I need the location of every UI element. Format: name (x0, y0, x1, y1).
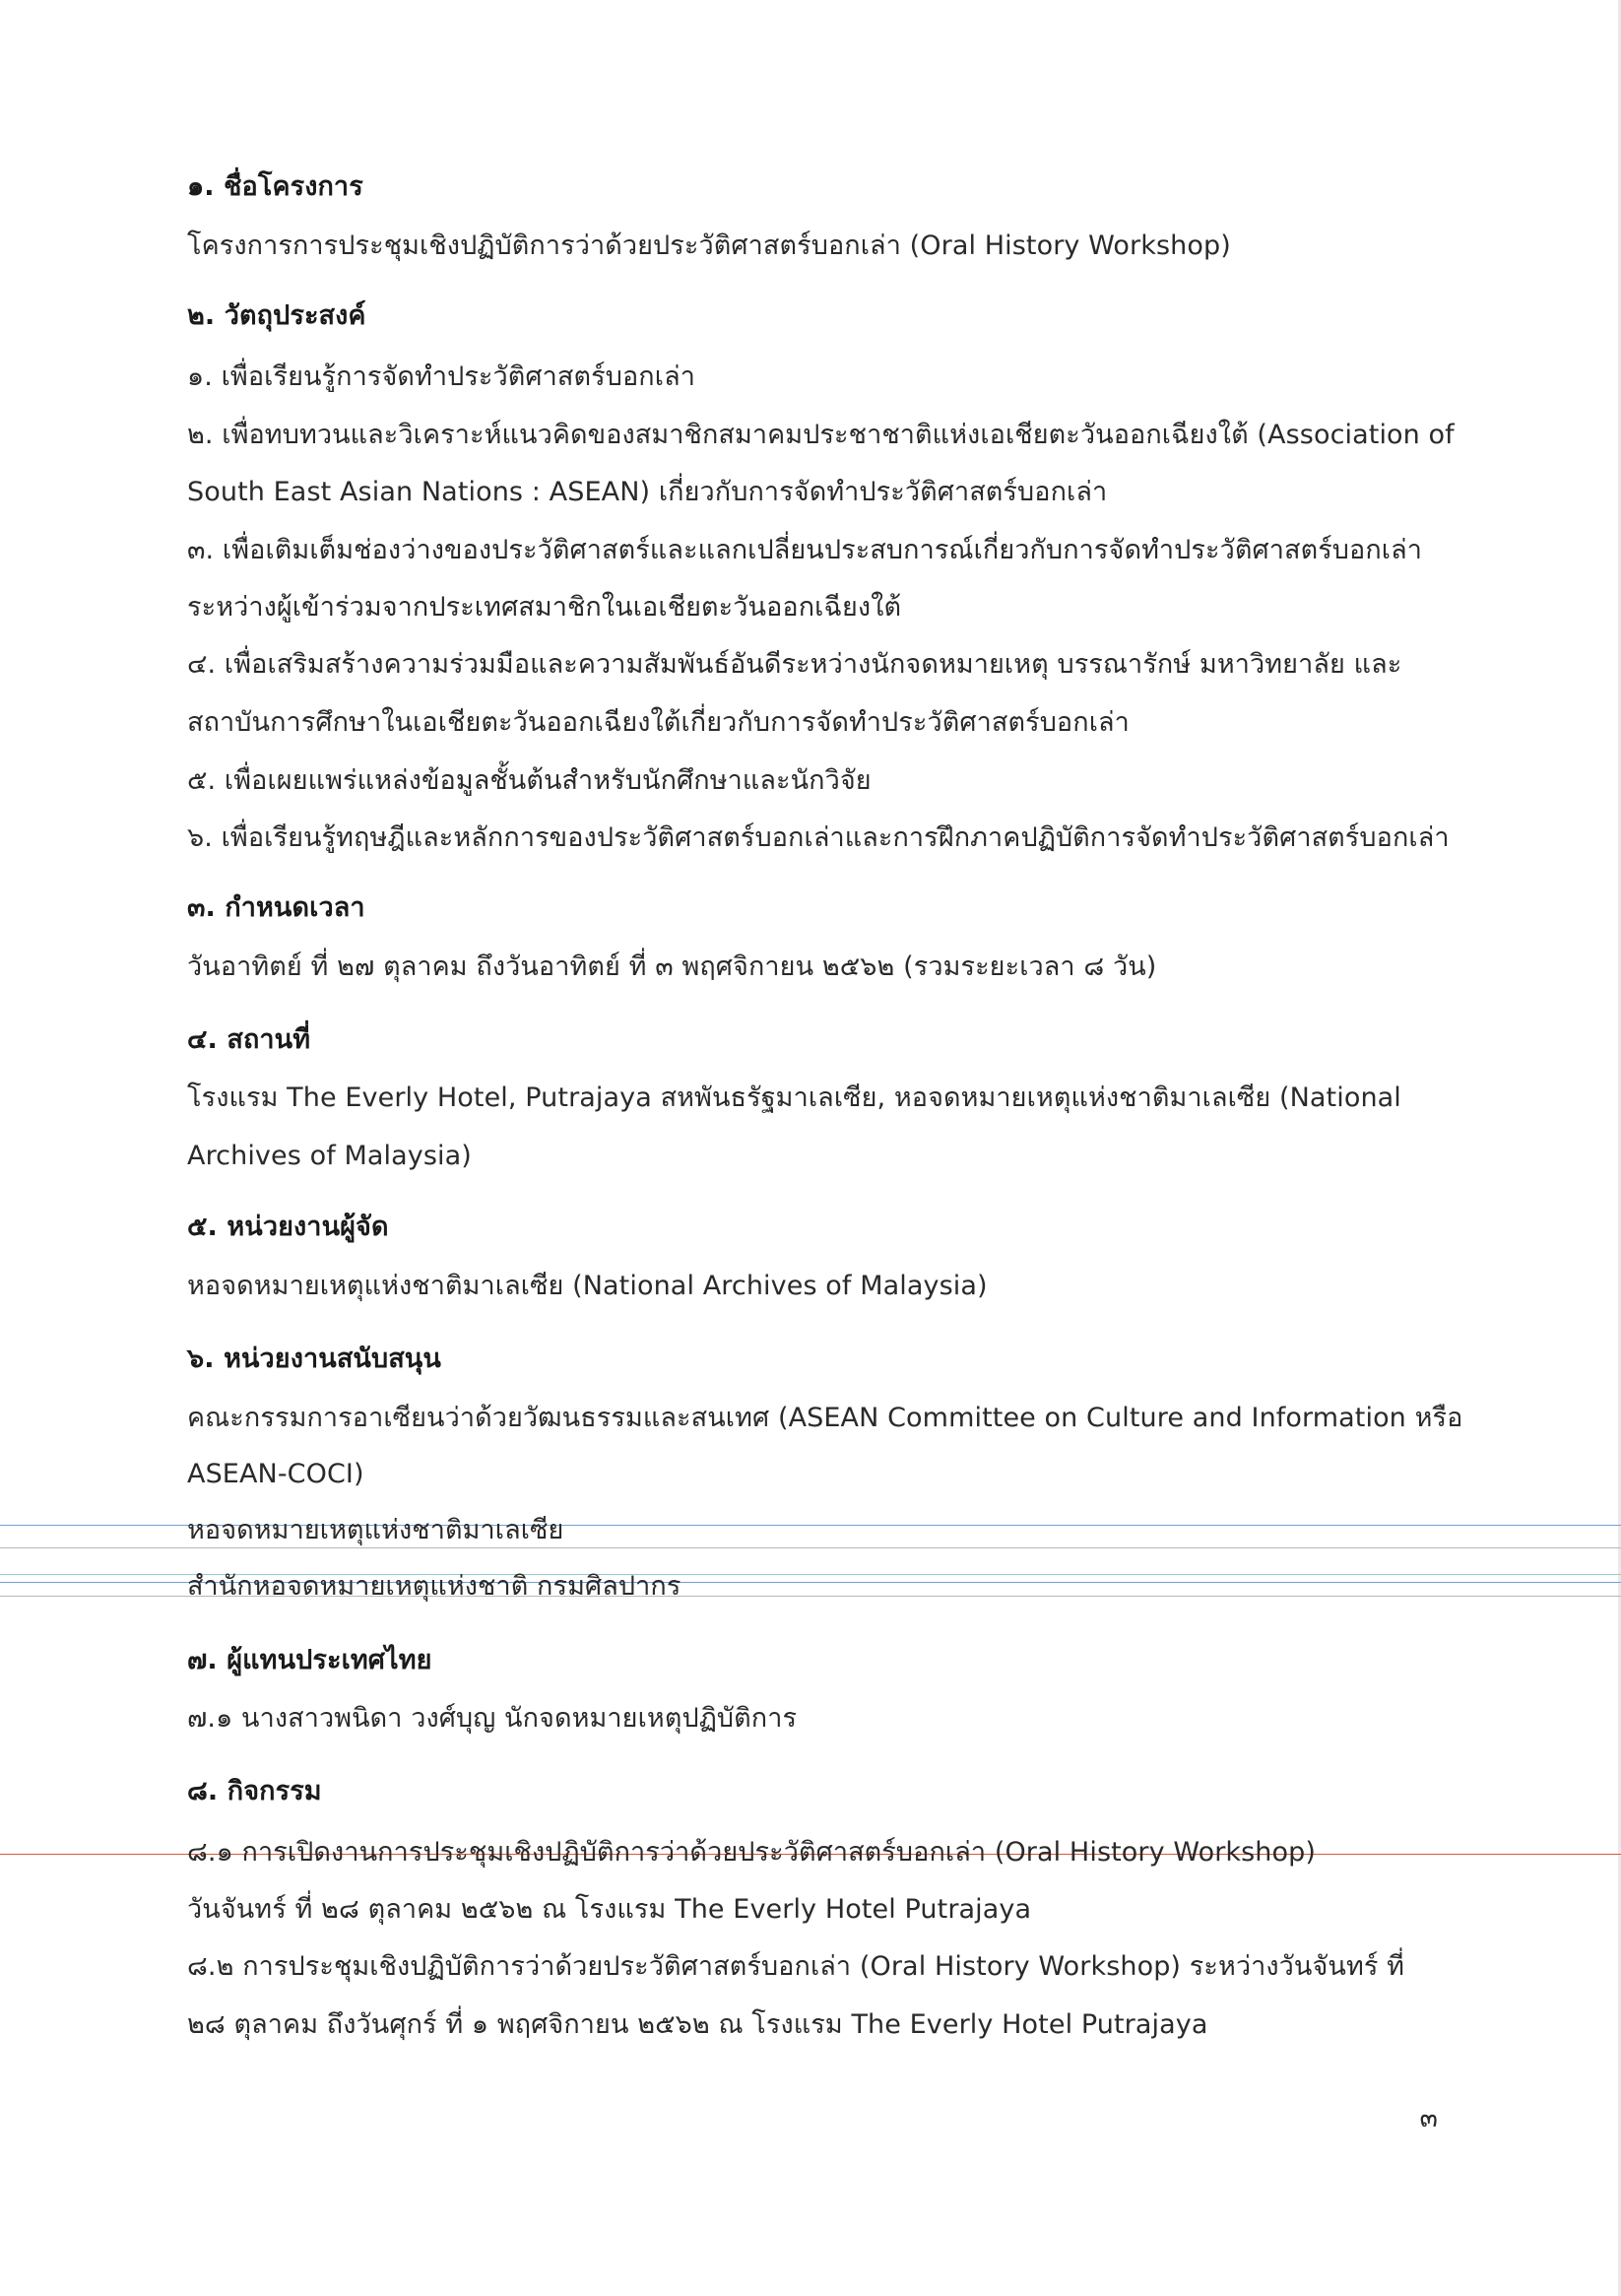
body-line: ๒๘ ตุลาคม ถึงวันศุกร์ ที่ ๑ พฤศจิกายน ๒๕๖๒ ณ โรงแรม The Everly Hotel Putrajaya (187, 2009, 1208, 2040)
body-line: คณะกรรมการอาเซียนว่าด้วยวัฒนธรรมและสนเทศ (ASEAN Committee on Culture and Information หรือ (187, 1403, 1463, 1433)
page-number: ๓ (1419, 2103, 1438, 2133)
section-heading: ๓. กำหนดเวลา (187, 892, 365, 923)
body-line: ๑. เพื่อเรียนรู้การจัดทำประวัติศาสตร์บอกเล่า (187, 361, 695, 392)
section-heading: ๕. หน่วยงานผู้จัด (187, 1212, 389, 1242)
section-heading: ๖. หน่วยงานสนับสนุน (187, 1344, 441, 1374)
body-line: วันอาทิตย์ ที่ ๒๗ ตุลาคม ถึงวันอาทิตย์ ที่ ๓ พฤศจิกายน ๒๕๖๒ (รวมระยะเวลา ๘ วัน) (187, 951, 1157, 982)
body-line: หอจดหมายเหตุแห่งชาติมาเลเซีย (187, 1515, 564, 1545)
section-heading: ๘. กิจกรรม (187, 1776, 322, 1806)
body-line: วันจันทร์ ที่ ๒๘ ตุลาคม ๒๕๖๒ ณ โรงแรม The Everly Hotel Putrajaya (187, 1894, 1032, 1925)
body-line: Archives of Malaysia) (187, 1141, 472, 1171)
section-heading: ๒. วัตถุประสงค์ (187, 300, 366, 331)
body-line: ๔. เพื่อเสริมสร้างความร่วมมือและความสัมพันธ์อันดีระหว่างนักจดหมายเหตุ บรรณารักษ์ มหาวิทยาลัย และ (187, 649, 1402, 680)
body-line: สถาบันการศึกษาในเอเชียตะวันออกเฉียงใต้เกี่ยวกับการจัดทำประวัติศาสตร์บอกเล่า (187, 707, 1130, 738)
body-line: โครงการการประชุมเชิงปฏิบัติการว่าด้วยประวัติศาสตร์บอกเล่า (Oral History Workshop) (187, 230, 1231, 261)
body-line: หอจดหมายเหตุแห่งชาติมาเลเซีย (National Archives of Malaysia) (187, 1271, 988, 1301)
body-line: ASEAN-COCI) (187, 1459, 364, 1489)
section-heading: ๗. ผู้แทนประเทศไทย (187, 1645, 432, 1675)
body-line: ๖. เพื่อเรียนรู้ทฤษฎีและหลักการของประวัติศาสตร์บอกเล่าและการฝึกภาคปฏิบัติการจัดทำประวัติศาสตร์บอกเล่า (187, 822, 1450, 853)
body-line: South East Asian Nations : ASEAN) เกี่ยวกับการจัดทำประวัติศาสตร์บอกเล่า (187, 477, 1108, 507)
body-line: ๕. เพื่อเผยแพร่แหล่งข้อมูลชั้นต้นสำหรับนักศึกษาและนักวิจัย (187, 765, 872, 796)
body-line: ๗.๑ นางสาวพนิดา วงศ์บุญ นักจดหมายเหตุปฏิบัติการ (187, 1703, 798, 1734)
section-heading: ๑. ชื่อโครงการ (187, 171, 363, 202)
body-line: โรงแรม The Everly Hotel, Putrajaya สหพันธรัฐมาเลเซีย, หอจดหมายเหตุแห่งชาติมาเลเซีย (National (187, 1082, 1401, 1113)
body-line: ๒. เพื่อทบทวนและวิเคราะห์แนวคิดของสมาชิกสมาคมประชาชาติแห่งเอเชียตะวันออกเฉียงใต้ (Association of (187, 420, 1455, 450)
body-line: ๓. เพื่อเติมเต็มช่องว่างของประวัติศาสตร์และแลกเปลี่ยนประสบการณ์เกี่ยวกับการจัดทำประวัติศาสตร์บอกเล่า (187, 535, 1423, 565)
body-line: ระหว่างผู้เข้าร่วมจากประเทศสมาชิกในเอเชียตะวันออกเฉียงใต้ (187, 592, 902, 623)
section-heading: ๔. สถานที่ (187, 1024, 311, 1055)
body-line: ๘.๒ การประชุมเชิงปฏิบัติการว่าด้วยประวัติศาสตร์บอกเล่า (Oral History Workshop) ระหว่างวันจันทร์ ที่ (187, 1951, 1405, 1982)
body-line: ๘.๑ การเปิดงานการประชุมเชิงปฏิบัติการว่าด้วยประวัติศาสตร์บอกเล่า (Oral History Workshop) (187, 1837, 1317, 1868)
body-line: สำนักหอจดหมายเหตุแห่งชาติ กรมศิลปากร (187, 1571, 681, 1602)
